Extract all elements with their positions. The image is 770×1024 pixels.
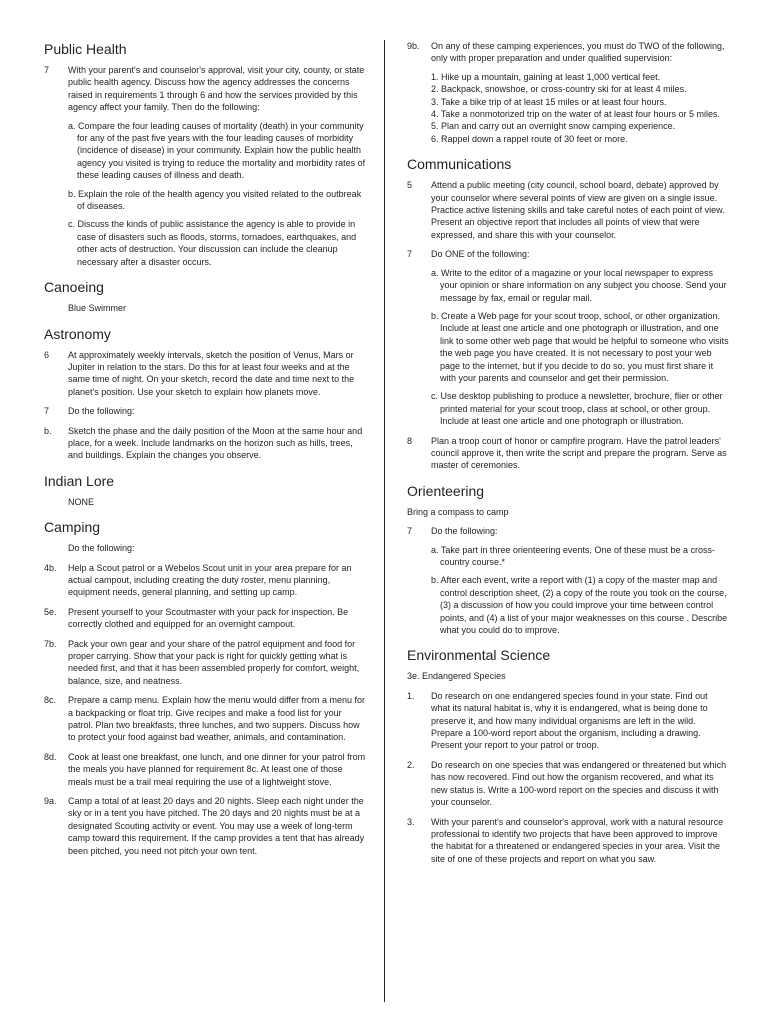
requirement-text: Cook at least one breakfast, one lunch, and one dinner for your patrol from the meals you have planned for requirement 8c. At least one of those meals must be a trail meal requiring the use of a lightweight stove. — [68, 751, 366, 787]
requirement-number: 8d. — [44, 751, 57, 762]
section-camping — [44, 518, 366, 857]
requirement-text: Do ONE of the following: — [431, 249, 530, 260]
sub-requirement: c. Use desktop publishing to produce a newsletter, brochure, flier or other printed material for your scout troop, class at school, or other group. Include at least one article and one photograph or illustration. — [431, 391, 723, 427]
requirement-text: With your parent's and counselor's approval, visit your city, county, or state public health agency. Discuss how the agency addresses the concerns raised in requirements 1 through 6 and how the services provided by this agency affect your family. Then do the following: — [68, 65, 365, 113]
sub-requirement: a. Write to the editor of a magazine or your local newspaper to express your opinion or share information on any subject you choose. Send your message by fax, email or regular mail. — [431, 267, 727, 303]
requirement — [407, 179, 729, 241]
requirement-text: Do research on one species that was endangered or threatened but which has now recovered. Find out how the organism recovered, and what its new status is. Write a 100-word report on the species and discuss it with your counselor. — [431, 759, 727, 808]
section-public-health — [44, 40, 366, 268]
requirement — [44, 64, 366, 268]
section-indian-lore — [44, 472, 366, 508]
list-item: 2. Backpack, snowshoe, or cross-country ski for at least 4 miles. — [431, 84, 687, 95]
requirement-text: Plan a troop court of honor or campfire program. Have the patrol leaders' council approve it, then write the script and prepare the program. Serve as master of ceremonies. — [431, 435, 727, 471]
requirement-number: b. — [44, 425, 52, 436]
requirement-number: 9b. — [407, 41, 420, 51]
requirement-number: 8 — [407, 435, 413, 446]
requirement — [44, 694, 366, 744]
list-item: 5. Plan and carry out an overnight snow camping experience. — [431, 121, 676, 132]
section-title: Orienteering — [407, 482, 485, 499]
requirement-number: 7b. — [44, 638, 57, 649]
requirement-text: Do research on one endangered species found in your state. Find out what its natural habitat is, why it is endangered, what is being done to preserve it, and how many individual organisms are left in the wild. Prepare a 100-word report about the organism, including a drawing. Present your report to your patrol or troop. — [431, 690, 708, 751]
section-title: Public Health — [44, 41, 127, 57]
requirement-number: 8c. — [44, 695, 57, 706]
requirement-text: On any of these camping experiences, you must do TWO of the following, only with proper preparation and under qualified supervision: — [431, 41, 725, 64]
requirement-number: 7 — [407, 249, 413, 260]
section-note: Blue Swimmer — [68, 303, 127, 314]
requirement-text: Present yourself to your Scoutmaster with your pack for inspection. Be correctly clothed and equipped for an overnight campout. — [68, 606, 349, 630]
requirement-text: With your parent's and counselor's approval, work with a natural resource professional to identify two projects that have been approved to improve the habitat for a threatened or endangered species in your area. Visit the site of one of these projects and report on what you saw. — [431, 816, 724, 864]
section-orienteering — [407, 482, 729, 637]
section-astronomy — [44, 325, 366, 462]
section-communications — [407, 155, 729, 472]
section-environmental-science — [407, 646, 729, 865]
sub-requirement: b. Explain the role of the health agency you visited related to the outbreak of diseases. — [68, 188, 362, 212]
requirement — [407, 759, 729, 809]
requirement-number: 5 — [407, 180, 413, 191]
requirement — [44, 425, 366, 462]
left-column — [44, 40, 366, 867]
sub-requirement: a. Take part in three orienteering events. One of these must be a cross-country course.* — [431, 544, 715, 567]
section-lead: 3e. Endangered Species — [407, 671, 506, 682]
list-item: 3. Take a bike trip of at least 15 miles or at least four hours. — [431, 96, 667, 107]
section-title: Camping — [44, 519, 101, 536]
requirement-number: 5e. — [44, 606, 57, 617]
section-camping-continued — [407, 40, 729, 145]
requirement — [44, 562, 366, 599]
list-item: 4. Take a nonmotorized trip on the water of at least four hours or 5 miles. — [431, 109, 720, 120]
sub-requirement: b. Create a Web page for your scout troop, school, or other organization. Include at least one article and one photograph or illustration, and one link to some other web page that would be helpful to someone who visits the web page you have created. It is not necessary to post your web page to the internet, but if you decide to do so, you must first share it with your parents and counselor and get their permission. — [431, 310, 729, 383]
column-divider — [384, 40, 385, 1002]
requirement-number: 1. — [407, 690, 415, 701]
requirement — [407, 525, 729, 636]
requirement-number: 7 — [44, 406, 50, 417]
requirement-text: Prepare a camp menu. Explain how the menu would differ from a menu for a backpacking or float trip. Give recipes and make a food list for your patrol. Plan two breakfasts, three lunches, and two suppers. Discuss how to protect your food against bad weather, animals, and contamination. — [68, 695, 365, 743]
requirement-text: Attend a public meeting (city council, school board, debate) approved by your counselor where several points of view are given on a single issue. Practice active listening skills and take careful notes of each point of view. Present an objective report that includes all points of view that were expressed, and share this with your counselor. — [431, 180, 725, 240]
requirement — [44, 795, 366, 857]
requirement — [44, 606, 366, 631]
option-list — [431, 71, 729, 145]
requirement — [44, 638, 366, 688]
requirement — [44, 405, 366, 417]
requirement-number: 9a. — [44, 796, 57, 807]
section-title: Environmental Science — [407, 647, 551, 664]
requirement-text: Help a Scout patrol or a Webelos Scout unit in your area prepare for an actual campout, including creating the duty roster, menu planning, equipment needs, general planning, and setting up camp. — [68, 562, 352, 598]
requirement-number: 3. — [407, 816, 415, 827]
requirement — [407, 40, 729, 145]
requirement — [407, 690, 729, 752]
requirement-number: 6 — [44, 349, 50, 360]
section-title: Communications — [407, 156, 512, 173]
requirement-number: 2. — [407, 759, 415, 770]
requirement-text: Do the following: — [431, 526, 498, 537]
requirement-text: Pack your own gear and your share of the patrol equipment and food for proper carrying. Show that your pack is right for quickly getting what is needed first, and that it has been assembled properly for comfort, weight, balance, size, and neatness. — [68, 638, 360, 686]
section-note: NONE — [68, 496, 95, 507]
list-item: 1. Hike up a mountain, gaining at least 1,000 vertical feet. — [431, 71, 661, 82]
list-item: 6. Rappel down a rappel route of 30 feet or more. — [431, 133, 628, 144]
sub-requirement: b. After each event, write a report with (1) a copy of the master map and control description sheet, (2) a copy of the route you took on the course, (3) a discussion of how you could improve your time between control points, and (4) a list of your major weaknesses on this course . Describe what you could do to improve. — [431, 575, 728, 636]
section-lead: Do the following: — [68, 543, 135, 554]
sub-requirement: a. Compare the four leading causes of mortality (death) in your community for any of the past five years with the four leading causes of morbidity (incidence of disease) in your community. Explain how the public health agency you visited is trying to reduce the mortality and morbidity rates of these leading causes of illness and death. — [68, 120, 366, 181]
requirement-text: Sketch the phase and the daily position of the Moon at the same hour and place, for a week. Include landmarks on the horizon such as hills, trees, and buildings. Explain the changes you observe. — [68, 425, 363, 461]
section-lead: Bring a compass to camp — [407, 506, 509, 517]
section-title: Canoeing — [44, 279, 104, 296]
requirement-text: Camp a total of at least 20 days and 20 nights. Sleep each night under the sky or in a tent you have pitched. The 20 days and 20 nights must be at a designated Scouting activity or event. You may use a week of long-term camp toward this requirement. If the camp provides a tent that has already been pitched, you need not pitch your own tent. — [68, 796, 365, 856]
requirement-text: At approximately weekly intervals, sketch the position of Venus, Mars or Jupiter in relation to the stars. Do this for at least four weeks and at the same time of night. On your sketch, record the date and time next to the planet's position. Use your sketch to explain how planets move. — [68, 349, 355, 397]
requirement-number: 7 — [407, 526, 413, 537]
section-title: Astronomy — [44, 325, 111, 342]
sub-requirement: c. Discuss the kinds of public assistance the agency is able to provide in case of disasters such as floods, storms, tornadoes, earthquakes, and other acts of destruction. Your discussion can include the cleanup necessary after a disaster occurs. — [68, 219, 357, 267]
section-title: Indian Lore — [44, 472, 115, 489]
requirement — [44, 751, 366, 788]
right-column — [407, 40, 729, 875]
requirement — [407, 248, 729, 427]
section-canoeing — [44, 278, 366, 314]
requirement — [44, 349, 366, 399]
requirement — [407, 816, 729, 866]
requirement-number: 4b. — [44, 562, 57, 573]
requirement-number: 7 — [44, 65, 50, 75]
requirement-text: Do the following: — [68, 406, 135, 417]
requirement — [407, 435, 729, 472]
